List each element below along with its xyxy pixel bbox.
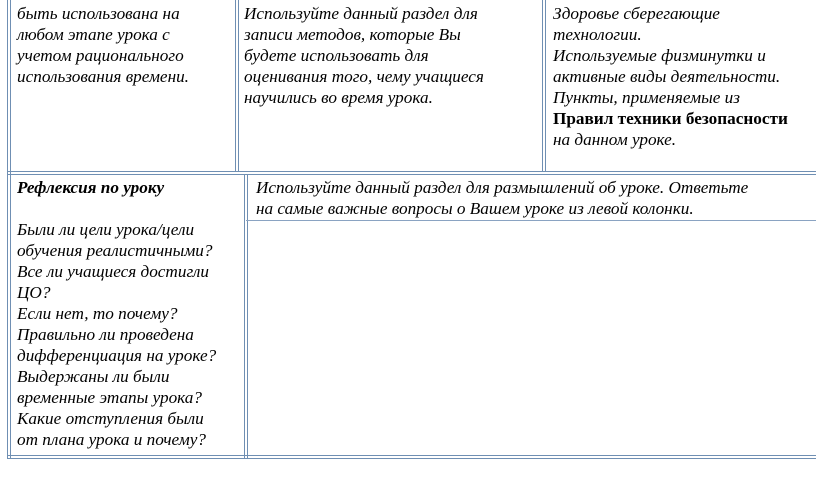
text-line: быть использована на xyxy=(17,4,180,23)
question-line: временные этапы урока? xyxy=(17,388,202,407)
question-line: Правильно ли проведена xyxy=(17,325,194,344)
text-line: Пункты, применяемые из xyxy=(553,88,740,107)
col2-col3-divider-top xyxy=(542,0,546,172)
text-line: Используйте данный раздел для размышлений об уроке. Ответьте xyxy=(256,178,749,197)
text-line: технологии. xyxy=(553,25,642,44)
question-line: обучения реалистичными? xyxy=(17,241,213,260)
question-line: Были ли цели урока/цели xyxy=(17,220,195,239)
blank-line xyxy=(17,198,245,219)
text-line: любом этапе урока с xyxy=(17,25,170,44)
text-line: использования времени. xyxy=(17,67,189,86)
text-line: будете использовать для xyxy=(244,46,429,65)
row1-col3-text xyxy=(553,3,815,150)
table-bottom-border xyxy=(7,455,816,459)
text-line: на данном уроке. xyxy=(553,130,677,149)
row1-col1-text xyxy=(17,3,232,87)
question-line: ЦО? xyxy=(17,283,51,302)
reflection-questions xyxy=(17,177,245,450)
text-line: на самые важные вопросы о Вашем уроке из левой колонки. xyxy=(256,199,694,218)
text-line: оценивания того, чему учащиеся xyxy=(244,67,484,86)
question-line: Если нет, то почему? xyxy=(17,304,178,323)
question-line: Все ли учащиеся достигли xyxy=(17,262,210,281)
text-line: Используемые физминутки и xyxy=(553,46,766,65)
row1-col2-text xyxy=(244,3,539,108)
text-line: активные виды деятельности. xyxy=(553,67,781,86)
text-line: записи методов, которые Вы xyxy=(244,25,461,44)
question-line: дифференциация на уроке? xyxy=(17,346,217,365)
question-line: от плана урока и почему? xyxy=(17,430,206,449)
row-divider xyxy=(7,171,816,175)
reflection-title: Рефлексия по уроку xyxy=(17,178,165,197)
reflection-instruction xyxy=(256,177,814,219)
text-line: Используйте данный раздел для xyxy=(244,4,478,23)
text-line: Здоровье сберегающие xyxy=(553,4,720,23)
reflection-answer-area[interactable] xyxy=(248,224,814,453)
col1-col2-divider-top xyxy=(235,0,239,172)
instruction-divider xyxy=(246,220,816,221)
text-line: учетом рационального xyxy=(17,46,184,65)
question-line: Выдержаны ли были xyxy=(17,367,170,386)
table-left-border xyxy=(7,0,11,458)
safety-rules-bold-line: Правил техники безопасности xyxy=(553,109,788,128)
question-line: Какие отступления были xyxy=(17,409,204,428)
text-line: научились во время урока. xyxy=(244,88,433,107)
